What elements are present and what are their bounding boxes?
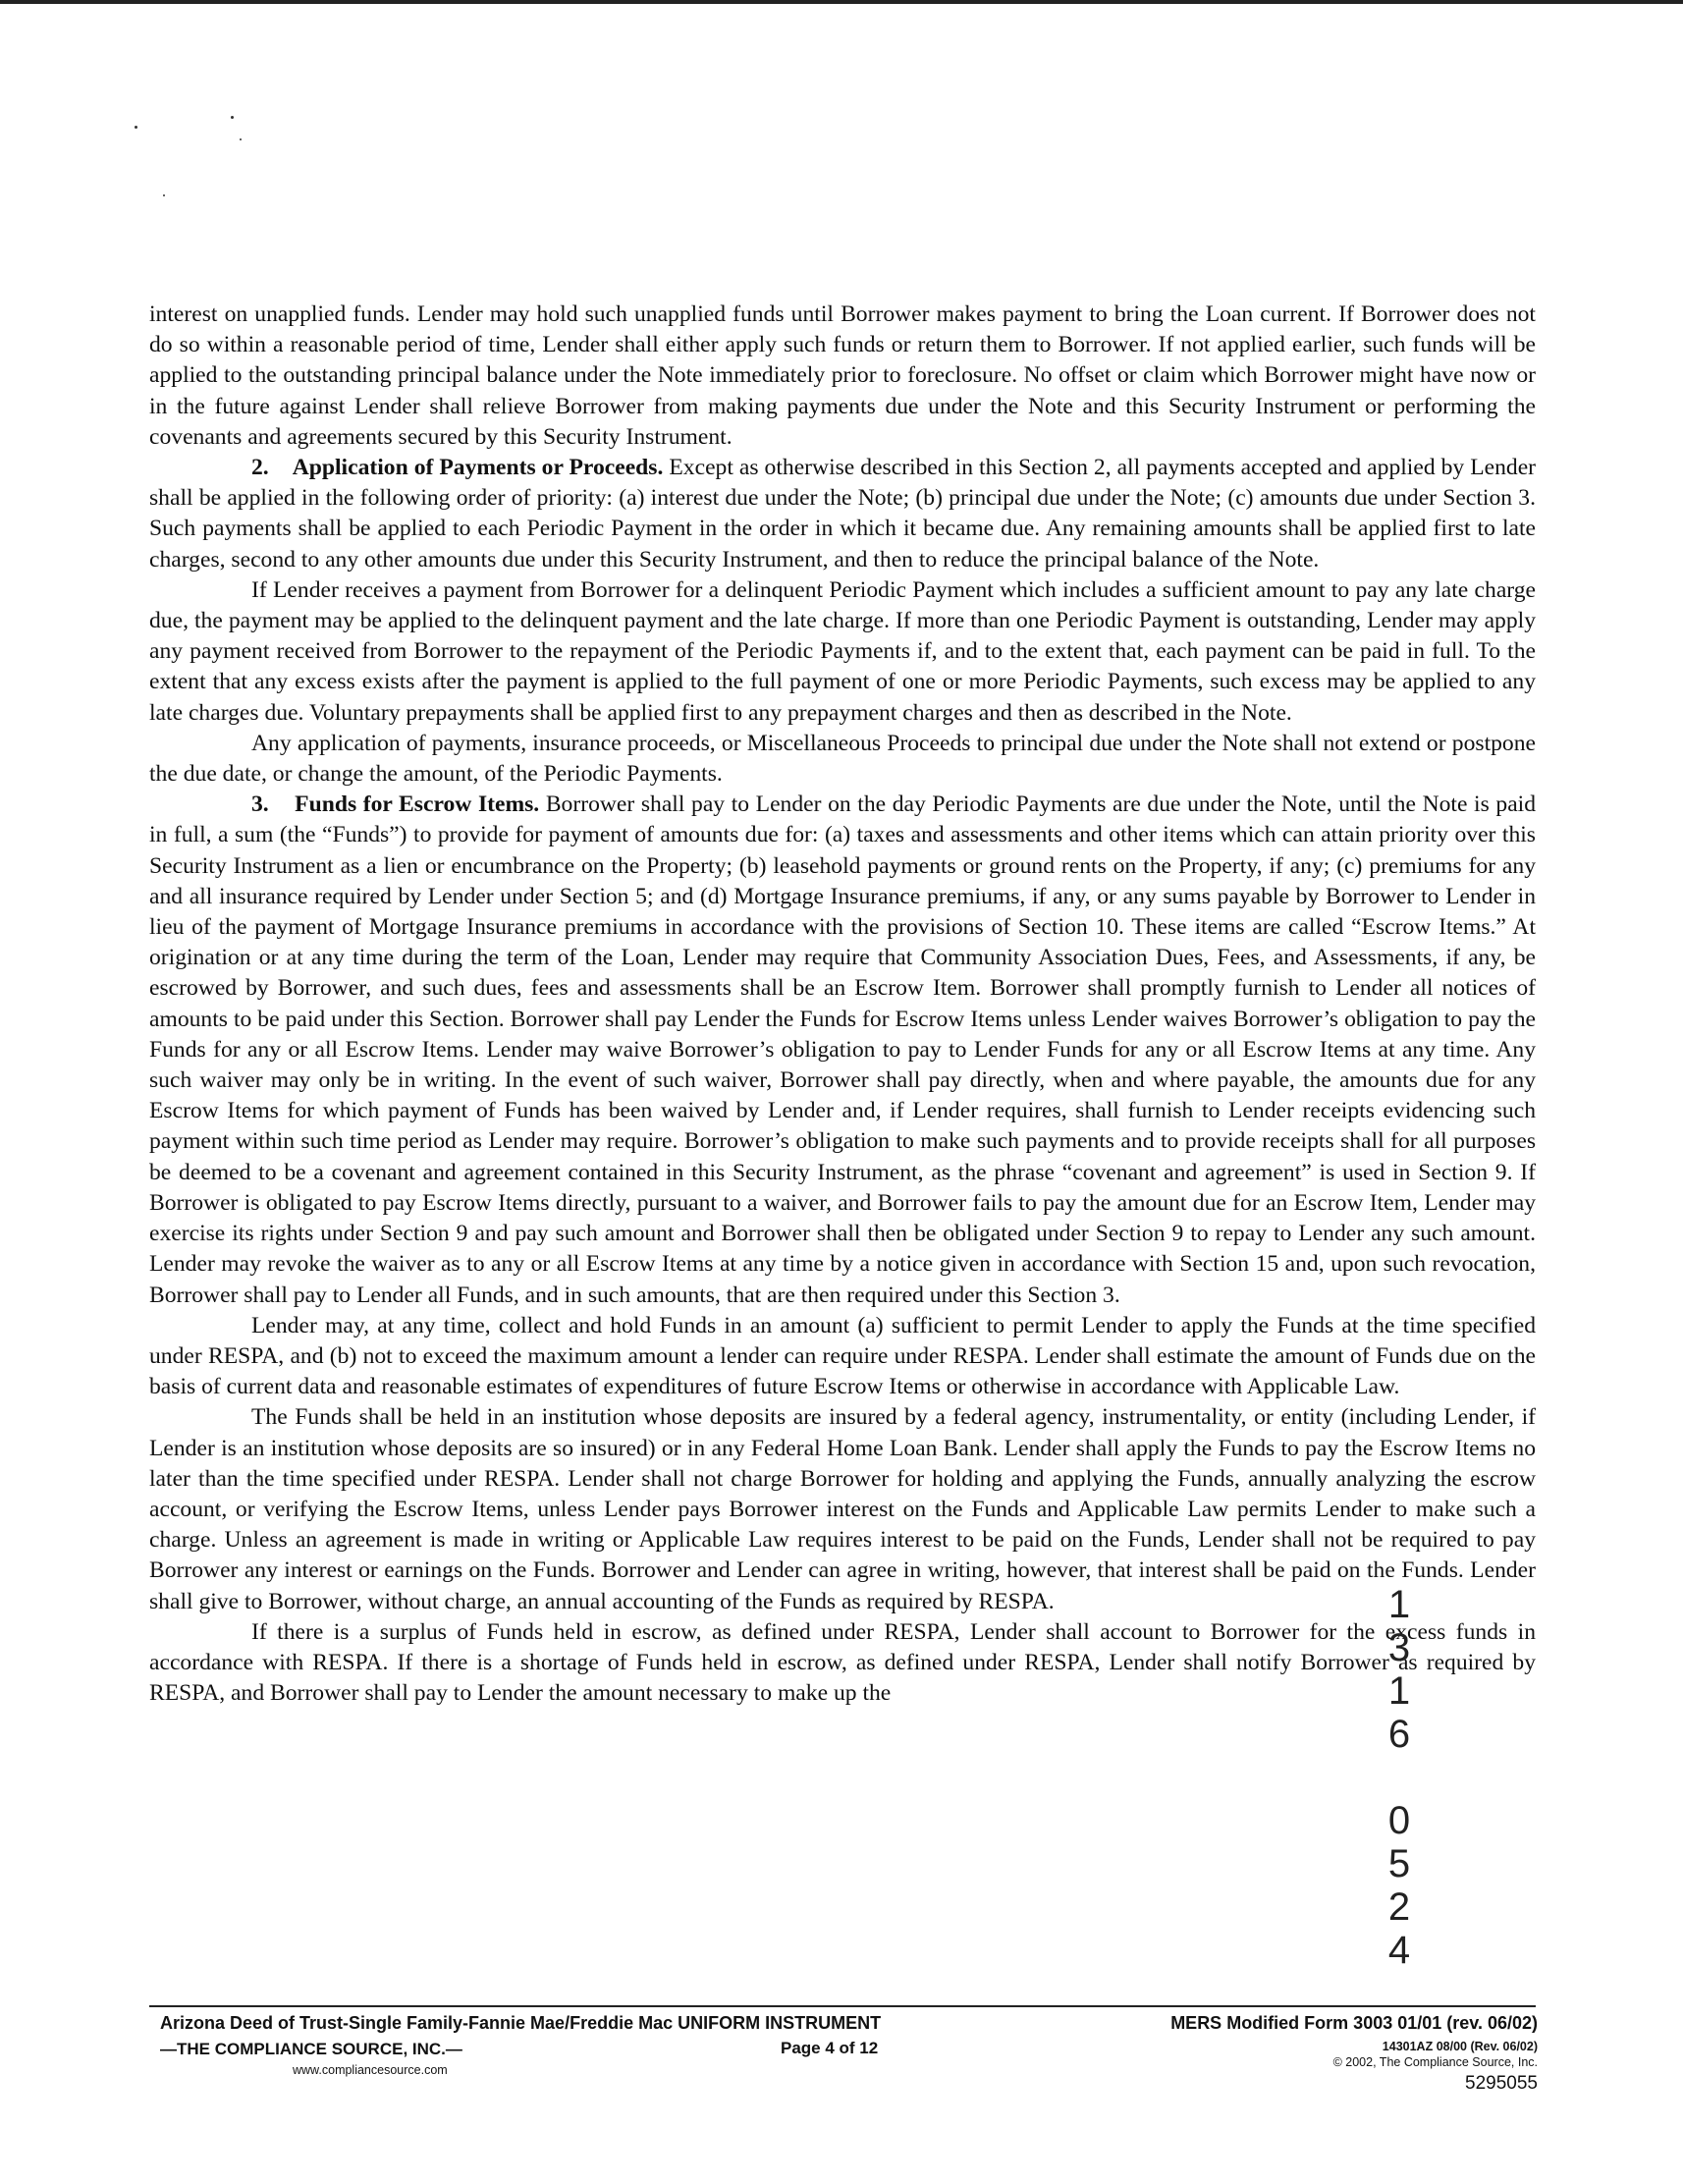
section-3-text: Borrower shall pay to Lender on the day Periodic Payments are due under the Note, until the Note is paid in full, a sum (the “Funds”) to provide for payment of amounts due for: (a) taxes and assessments and other items which can attain priority over this Security Instrument as a lien or encumbrance on the Property; (b) leasehold payments or ground rents on the Property, if any; (c) premiums for any and all insurance required by Lender under Section 5; and (d) Mortgage Insurance premiums, if any, or any sums payable by Borrower to Lender in lieu of the payment of Mortgage Insurance premiums in accordance with the provisions of Section 10. These items are called “Escrow Items.” At origination or at any time during the term of the Loan, Lender may require that Community Association Dues, Fees, and Assessments, if any, be escrowed by Borrower, and such dues, fees and assessments shall be an Escrow Item. Borrower shall promptly furnish to Lender all notices of amounts to be paid under this Section. Borrower shall pay Lender the Funds for Escrow Items unless Lender waives Borrower’s obligation to pay the Funds for any or all Escrow Items. Lender may waive Borrower’s obligation to pay to Lender Funds for any or all Escrow Items at any time. Any such waiver may only be in writing. In the event of such waiver, Borrower shall pay directly, when and where payable, the amounts due for any Escrow Items for which payment of Funds has been waived by Lender and, if Lender requires, shall furnish to Lender receipts evidencing such payment within such time period as Lender may require. Borrower’s obligation to make such payments and to provide receipts shall for all purposes be deemed to be a covenant and agreement contained in this Security Instrument, as the phrase “covenant and agreement” is used in Section 9. If Borrower is obligated to pay Escrow Items directly, pursuant to a waiver, and Borrower fails to pay the amount due for an Escrow Item, Lender may exercise its rights under Section 9 and pay such amount and Borrower shall then be obligated under Section 9 to repay to Lender any such amount. Lender may revoke the waiver as to any or all Escrow Items at any time by a notice given in accordance with Section 15 and, upon such revocation, Borrower shall pay to Lender all Funds, and in such amounts, that are then required under this Section 3.	[149, 792, 1537, 1308]
scan-speck	[163, 194, 165, 196]
footer-copyright: © 2002, The Compliance Source, Inc.	[1332, 2055, 1538, 2069]
scan-speck	[240, 138, 242, 140]
footer-right	[1170, 2013, 1538, 2095]
paragraph-surplus-shortage: If there is a surplus of Funds held in escrow, as defined under RESPA, Lender shall account to Borrower for the excess funds in accordance with RESPA. If there is a shortage of Funds held in escrow, as defined under RESPA, Lender shall notify Borrower as required by RESPA, and Borrower shall pay to Lender the amount necessary to make up the	[149, 1618, 1536, 1707]
paragraph-collect-funds: Lender may, at any time, collect and hold Funds in an amount (a) sufficient to permit Lender to apply the Funds at the time specified under RESPA, and (b) not to exceed the maximum amount a lender can require under RESPA. Lender shall estimate the amount of Funds due on the basis of current data and reasonable estimates of expenditures of future Escrow Items or otherwise in accordance with Applicable Law.	[149, 1312, 1536, 1400]
recording-number: 1316 0524	[1378, 1583, 1421, 1972]
paragraph-funds-held: The Funds shall be held in an institution whose deposits are insured by a federal agency, instrumentality, or entity (including Lender, if Lender is an institution whose deposits are so insured) or in any Federal Home Loan Bank. Lender shall apply the Funds to pay the Escrow Items no later than the time specified under RESPA. Lender shall not charge Borrower for holding and applying the Funds, annually analyzing the escrow account, or verifying the Escrow Items, unless Lender pays Borrower interest on the Funds and Applicable Law permits Lender to make such a charge. Unless an agreement is made in writing or Applicable Law requires interest to be paid on the Funds, Lender shall not be required to pay Borrower any interest or earnings on the Funds. Borrower and Lender can agree in writing, however, that interest shall be paid on the Funds. Lender shall give to Borrower, without charge, an annual accounting of the Funds as required by RESPA.	[149, 1404, 1536, 1614]
footer-website: www.compliancesource.com	[293, 2063, 448, 2077]
scan-speck	[135, 126, 137, 129]
footer-page-number: Page 4 of 12	[781, 2039, 879, 2057]
scan-top-border	[0, 0, 1683, 4]
scan-speck	[231, 116, 234, 119]
footer-company: —THE COMPLIANCE SOURCE, INC.—	[160, 2040, 462, 2058]
section-3-number: 3.	[251, 792, 269, 818]
footer-form-title: Arizona Deed of Trust-Single Family-Fannie Mae/Freddie Mac UNIFORM INSTRUMENT	[160, 2013, 882, 2033]
footer-form-code: 14301AZ 08/00 (Rev. 06/02)	[1382, 2040, 1538, 2053]
footer-document-number: 5295055	[1465, 2073, 1538, 2094]
paragraph-application-of-payments: Any application of payments, insurance proceeds, or Miscellaneous Proceeds to principal due under the Note shall not extend or postpone the due date, or change the amount, of the Periodic Payments.	[149, 730, 1536, 788]
section-2-number: 2.	[251, 455, 269, 481]
section-2-text: Except as otherwise described in this Section 2, all payments accepted and applied by Lender shall be applied in the following order of priority: (a) interest due under the Note; (b) principal due under the Note; (c) amounts due under Section 3. Such payments shall be applied to each Periodic Payment in the order in which it became due. Any remaining amounts shall be applied first to late charges, second to any other amounts due under this Security Instrument, and then to reduce the principal balance of the Note.	[149, 455, 1537, 573]
footer-divider	[149, 2005, 1536, 2007]
paragraph-unapplied-funds: interest on unapplied funds. Lender may hold such unapplied funds until Borrower makes payment to bring the Loan current. If Borrower does not do so within a reasonable period of time, Lender shall either apply such funds or return them to Borrower. If not applied earlier, such funds will be applied to the outstanding principal balance under the Note immediately prior to foreclosure. No offset or claim which Borrower might have now or in the future against Lender shall relieve Borrower from making payments due under the Note and this Security Instrument or performing the covenants and agreements secured by this Security Instrument.	[149, 301, 1536, 450]
footer-left	[160, 2013, 1044, 2077]
section-2-heading: Application of Payments or Proceeds.	[292, 455, 664, 481]
footer-form-number: MERS Modified Form 3003 01/01 (rev. 06/02)	[1170, 2013, 1538, 2033]
section-3-paragraph	[149, 790, 1536, 1310]
section-3-heading: Funds for Escrow Items.	[295, 792, 540, 818]
document-body	[149, 300, 1536, 1709]
section-2-paragraph	[149, 453, 1536, 575]
paragraph-delinquent-payment: If Lender receives a payment from Borrower for a delinquent Periodic Payment which includes a sufficient amount to pay any late charge due, the payment may be applied to the delinquent payment and the late charge. If more than one Periodic Payment is outstanding, Lender may apply any payment received from Borrower to the repayment of the Periodic Payments if, and to the extent that, each payment can be paid in full. To the extent that any excess exists after the payment is applied to the full payment of one or more Periodic Payments, such excess may be applied to any late charges due. Voluntary prepayments shall be applied first to any prepayment charges and then as described in the Note.	[149, 576, 1536, 726]
